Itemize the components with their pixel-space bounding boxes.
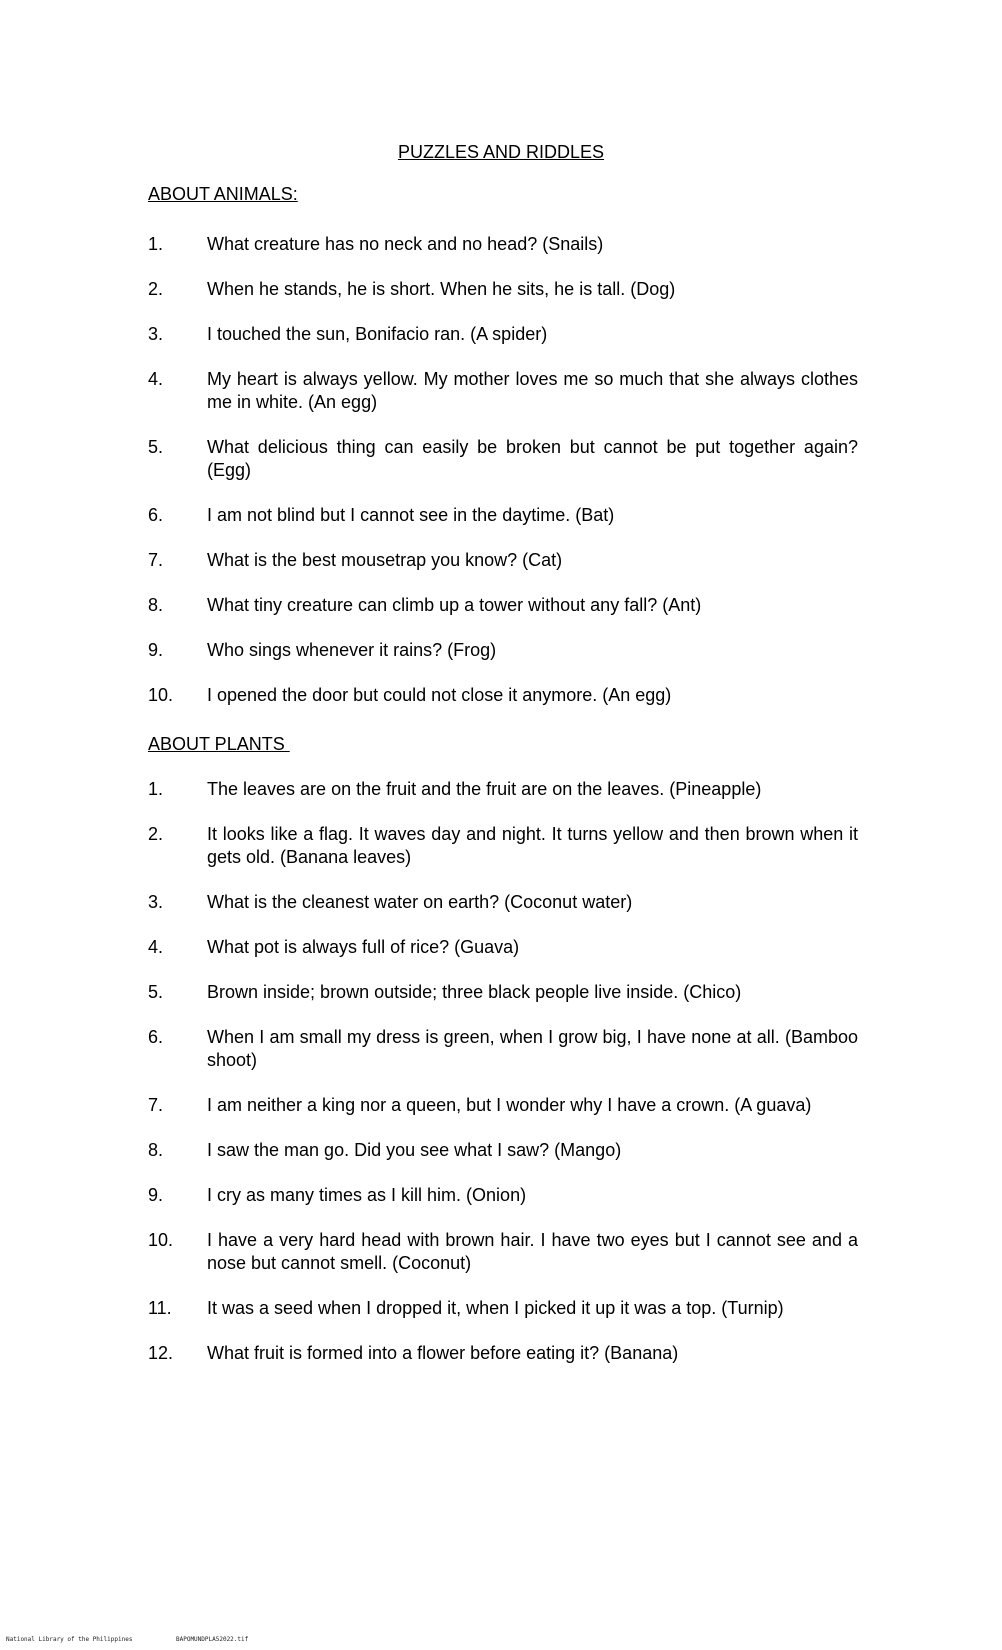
riddle-text: My heart is always yellow. My mother loves me so much that she always clothes me in white. (An egg)	[207, 369, 858, 412]
riddle-text: What tiny creature can climb up a tower without any fall? (Ant)	[207, 595, 702, 615]
riddle-item	[148, 549, 858, 572]
riddle-number: 9.	[148, 1185, 164, 1205]
page-title: PUZZLES AND RIDDLES	[397, 142, 605, 162]
footer-file-name: BAPOMUNDPLA52022.tif	[176, 1636, 249, 1643]
riddle-item	[148, 823, 858, 869]
riddle-number: 12.	[148, 1343, 174, 1363]
riddle-text: I cry as many times as I kill him. (Onion)	[207, 1185, 527, 1205]
riddle-number: 10.	[148, 685, 174, 705]
riddle-text: It was a seed when I dropped it, when I picked it up it was a top. (Turnip)	[207, 1298, 784, 1318]
riddle-number: 5.	[148, 437, 164, 457]
riddle-item	[148, 891, 858, 914]
riddle-number: 4.	[148, 369, 164, 389]
riddle-text: When he stands, he is short. When he sits, he is tall. (Dog)	[207, 279, 676, 299]
riddle-text: What fruit is formed into a flower before eating it? (Banana)	[207, 1343, 679, 1363]
riddle-item	[148, 778, 858, 801]
riddle-number: 6.	[148, 1027, 164, 1047]
riddle-number: 1.	[148, 234, 164, 254]
riddle-text: Brown inside; brown outside; three black people live inside. (Chico)	[207, 982, 742, 1002]
riddle-number: 7.	[148, 550, 164, 570]
riddle-item	[148, 981, 858, 1004]
riddle-text: What pot is always full of rice? (Guava)	[207, 937, 520, 957]
riddle-number: 3.	[148, 324, 164, 344]
riddle-number: 6.	[148, 505, 164, 525]
riddle-number: 2.	[148, 279, 164, 299]
riddle-text: I opened the door but could not close it anymore. (An egg)	[207, 685, 672, 705]
riddle-text: What is the best mousetrap you know? (Cat)	[207, 550, 563, 570]
riddle-number: 10.	[148, 1230, 174, 1250]
plants-riddle-list	[148, 778, 858, 1387]
riddle-text: I saw the man go. Did you see what I saw? (Mango)	[207, 1140, 622, 1160]
riddle-number: 8.	[148, 595, 164, 615]
riddle-item	[148, 1026, 858, 1072]
riddle-item	[148, 278, 858, 301]
riddle-item	[148, 1094, 858, 1117]
riddle-text: The leaves are on the fruit and the fruit are on the leaves. (Pineapple)	[207, 779, 762, 799]
riddle-text: When I am small my dress is green, when I grow big, I have none at all. (Bamboo shoot)	[207, 1027, 858, 1070]
animals-riddle-list	[148, 233, 858, 729]
riddle-item	[148, 368, 858, 414]
riddle-item	[148, 1342, 858, 1365]
riddle-text: What creature has no neck and no head? (Snails)	[207, 234, 604, 254]
riddle-number: 9.	[148, 640, 164, 660]
riddle-item	[148, 684, 858, 707]
section-heading-plants: ABOUT PLANTS	[148, 734, 290, 754]
riddle-item	[148, 1297, 858, 1320]
riddle-text: I am not blind but I cannot see in the daytime. (Bat)	[207, 505, 615, 525]
section-heading-animals: ABOUT ANIMALS:	[148, 184, 298, 204]
riddle-item	[148, 594, 858, 617]
riddle-item	[148, 436, 858, 482]
riddle-text: I am neither a king nor a queen, but I wonder why I have a crown. (A guava)	[207, 1095, 812, 1115]
riddle-item	[148, 936, 858, 959]
riddle-item	[148, 1229, 858, 1275]
riddle-number: 3.	[148, 892, 164, 912]
riddle-text: I touched the sun, Bonifacio ran. (A spider)	[207, 324, 548, 344]
riddle-number: 1.	[148, 779, 164, 799]
riddle-number: 8.	[148, 1140, 164, 1160]
riddle-text: Who sings whenever it rains? (Frog)	[207, 640, 497, 660]
footer-library-name: National Library of the Philippines	[6, 1636, 133, 1643]
riddle-number: 2.	[148, 824, 164, 844]
riddle-item	[148, 233, 858, 256]
riddle-item	[148, 1184, 858, 1207]
riddle-text: I have a very hard head with brown hair. I have two eyes but I cannot see and a nose but cannot smell. (Coconut)	[207, 1230, 858, 1273]
riddle-text: What delicious thing can easily be broken but cannot be put together again? (Egg)	[207, 437, 858, 480]
riddle-item	[148, 1139, 858, 1162]
riddle-number: 4.	[148, 937, 164, 957]
riddle-text: What is the cleanest water on earth? (Coconut water)	[207, 892, 633, 912]
riddle-number: 5.	[148, 982, 164, 1002]
riddle-item	[148, 504, 858, 527]
riddle-text: It looks like a flag. It waves day and night. It turns yellow and then brown when it gets old. (Banana leaves)	[207, 824, 858, 867]
riddle-number: 7.	[148, 1095, 164, 1115]
riddle-item	[148, 323, 858, 346]
riddle-item	[148, 639, 858, 662]
riddle-number: 11.	[148, 1298, 172, 1318]
